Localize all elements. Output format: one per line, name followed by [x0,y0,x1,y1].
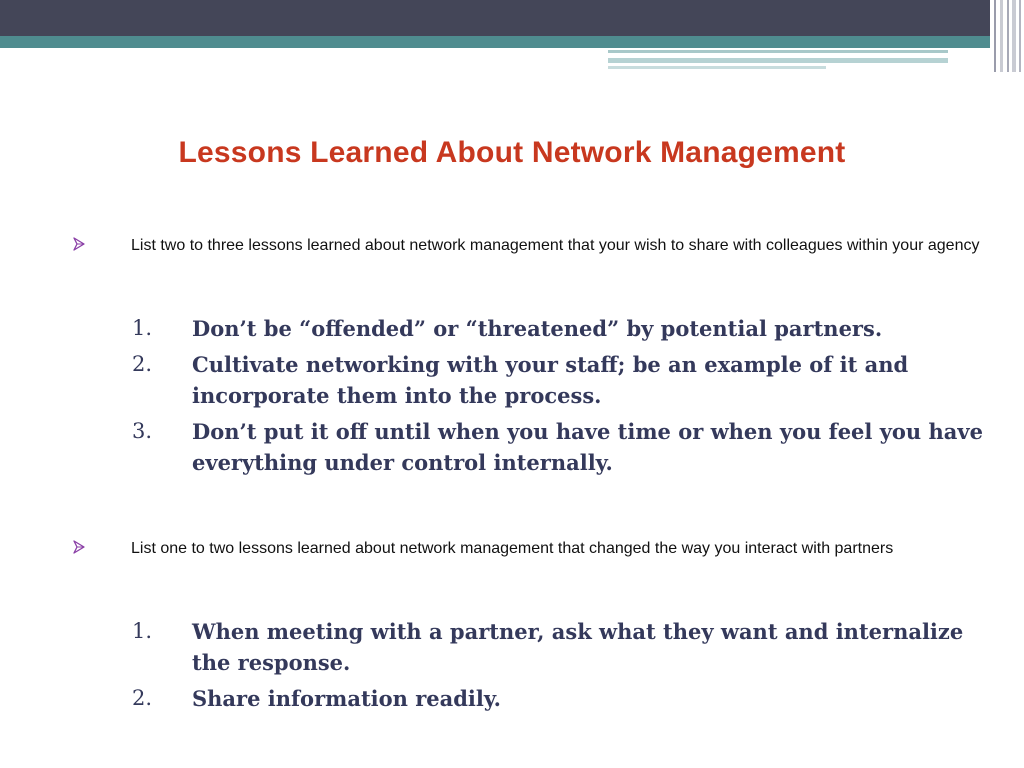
list-item [132,313,992,344]
header-accent-line [608,66,826,69]
corner-decoration [990,0,1024,72]
list-item [132,616,992,678]
item-number: 1. [132,316,153,340]
header-teal-band [0,36,1024,48]
arrow-bullet-icon [72,237,86,251]
arrow-bullet-icon [72,540,86,554]
item-text: Don’t be “offended” or “threatened” by potential partners. [192,316,883,341]
header-dark-band [0,0,1024,36]
item-text: Share information readily. [192,686,501,711]
header-accent-line [608,50,948,53]
item-text: Cultivate networking with your staff; be an example of it and incorporate them into the process. [192,352,909,408]
section-prompt: List one to two lessons learned about network management that changed the way you interact with partners [131,540,894,557]
item-number: 1. [132,619,153,643]
slide-title: Lessons Learned About Network Management [178,136,846,169]
item-number: 2. [132,352,153,376]
lessons-list [132,616,992,719]
section-prompt: List two to three lessons learned about network management that your wish to share with colleagues within your agency [131,237,980,254]
list-item [132,683,992,714]
item-number: 2. [132,686,153,710]
item-text: When meeting with a partner, ask what they want and internalize the response. [192,619,964,675]
lessons-list [132,313,992,483]
list-item [132,349,992,411]
item-text: Don’t put it off until when you have time or when you feel you have everything under control internally. [192,419,983,475]
item-number: 3. [132,419,153,443]
list-item [132,416,992,478]
header-accent-line [608,58,948,63]
